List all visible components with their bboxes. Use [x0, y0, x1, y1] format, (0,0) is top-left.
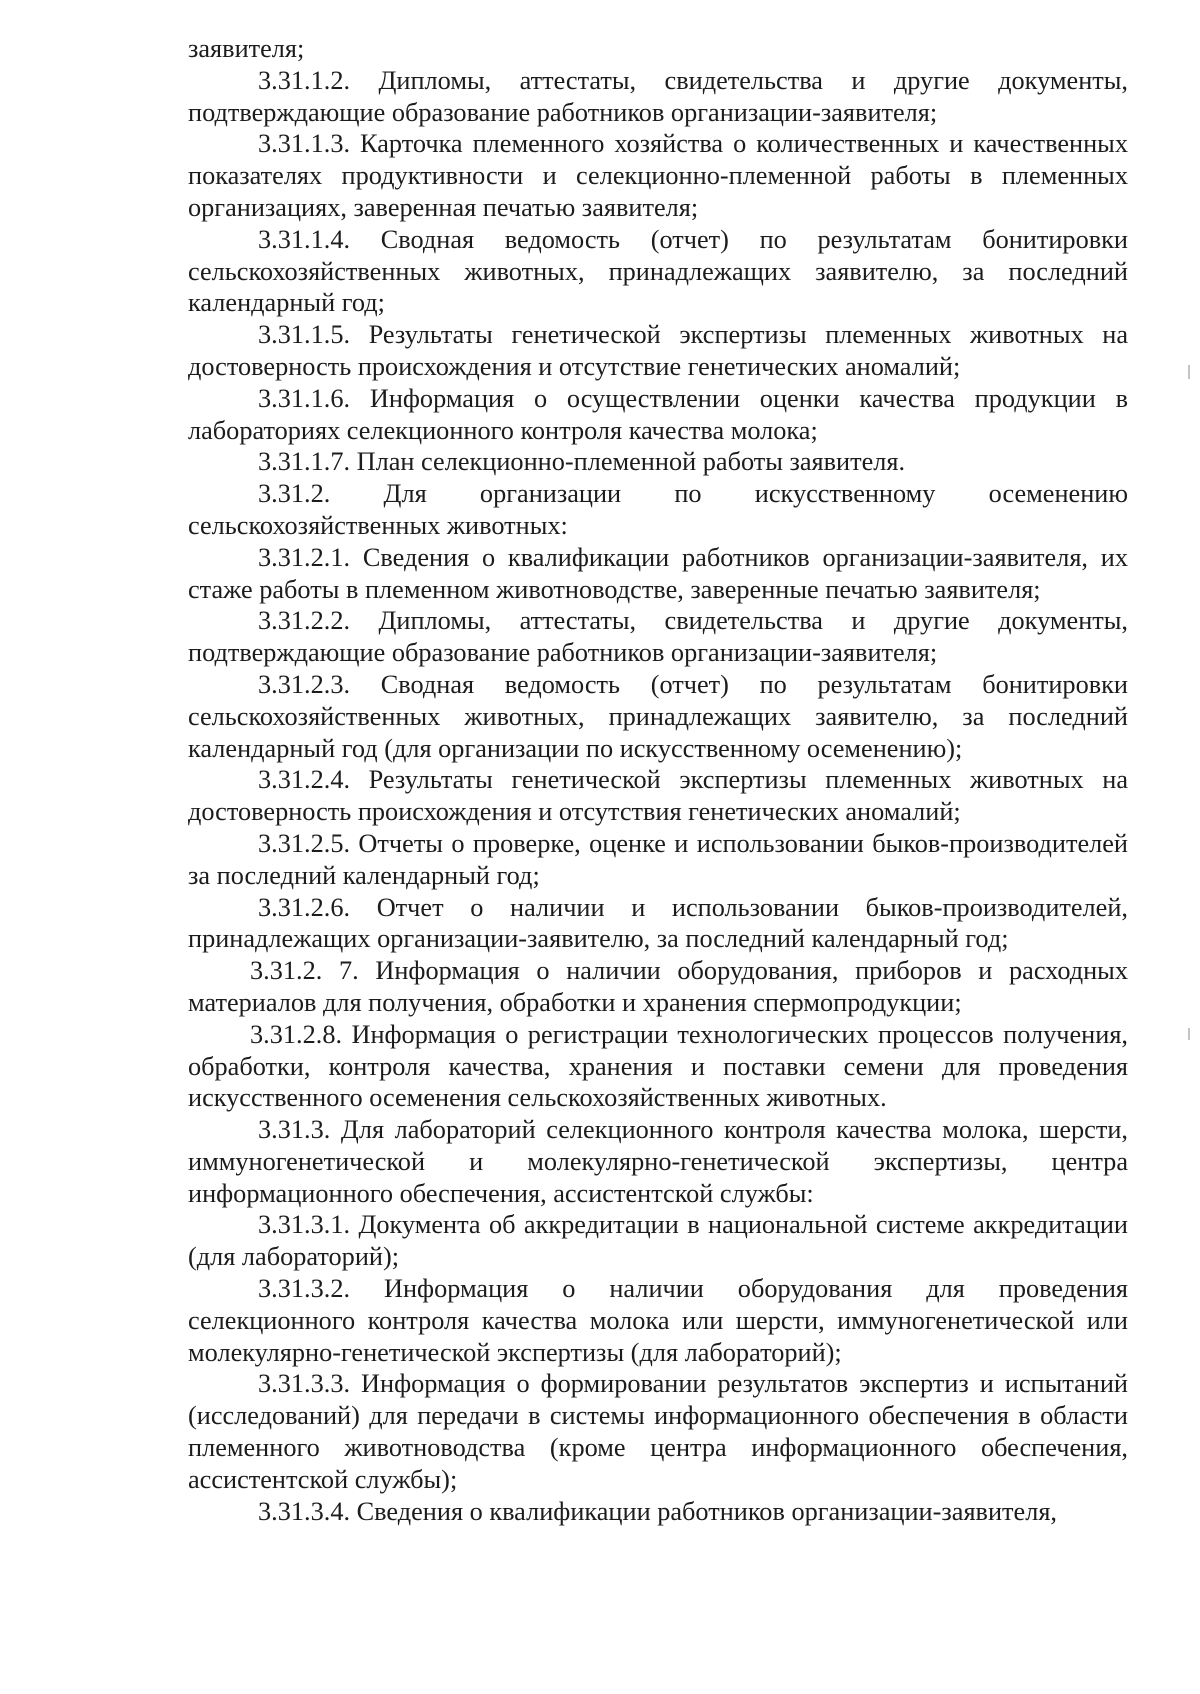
- paragraph-3-31-2-8: 3.31.2.8. Информация о регистрации технологических процессов получения, обработки, контроля качества, хранения и поставки семени для проведения искусственного осеменения сельскохозяйственных животных.: [188, 1019, 1128, 1113]
- scan-edge-mark: [1188, 1028, 1190, 1040]
- paragraph-3-31-3-4: 3.31.3.4. Сведения о квалификации работников организации-заявителя,: [258, 1496, 1057, 1526]
- paragraph-3-31-2: 3.31.2. Для организации по искусственному осеменению сельскохозяйственных животных:: [188, 479, 1128, 540]
- paragraph-3-31-1-2: 3.31.1.2. Дипломы, аттестаты, свидетельства и другие документы, подтверждающие образование работников организации-заявителя;: [188, 65, 1128, 127]
- paragraph-3-31-1-7: 3.31.1.7. План селекционно-племенной работы заявителя.: [258, 447, 906, 477]
- paragraph-3-31-2-6: 3.31.2.6. Отчет о наличии и использовании быков-производителей, принадлежащих организации-заявителю, за последний календарный год;: [188, 892, 1128, 954]
- paragraph-3-31-2-7: 3.31.2. 7. Информация о наличии оборудования, приборов и расходных материалов для получения, обработки и хранения спермопродукции;: [188, 956, 1128, 1017]
- paragraph-3-31-1-5: 3.31.1.5. Результаты генетической экспертизы племенных животных на достоверность происхождения и отсутствие генетических аномалий;: [188, 320, 1128, 381]
- paragraph-3-31-3-3: 3.31.3.3. Информация о формировании результатов экспертиз и испытаний (исследований) для передачи в системы информационного обеспечения в области племенного животноводства (кроме центра информационного обеспечения, ассистентской службы);: [188, 1369, 1128, 1494]
- document-body: [188, 33, 1128, 1527]
- paragraph-3-31-3-1: 3.31.3.1. Документа об аккредитации в национальной системе аккредитации (для лабораторий);: [188, 1210, 1128, 1272]
- paragraph-3-31-1-6: 3.31.1.6. Информация о осуществлении оценки качества продукции в лабораториях селекционного контроля качества молока;: [188, 383, 1128, 445]
- paragraph-3-31-2-1: 3.31.2.1. Сведения о квалификации работников организации-заявителя, их стаже работы в племенном животноводстве, заверенные печатью заявителя;: [188, 542, 1128, 604]
- paragraph-3-31-2-2: 3.31.2.2. Дипломы, аттестаты, свидетельства и другие документы, подтверждающие образование работников организации-заявителя;: [188, 606, 1128, 668]
- paragraph-3-31-2-3: 3.31.2.3. Сводная ведомость (отчет) по результатам бонитировки сельскохозяйственных животных, принадлежащих заявителю, за последний календарный год (для организации по искусственному осеменению);: [188, 669, 1128, 763]
- scan-edge-mark: [1188, 365, 1190, 379]
- paragraph-3-31-2-5: 3.31.2.5. Отчеты о проверке, оценке и использовании быков-производителей за последний календарный год;: [188, 828, 1128, 890]
- paragraph-3-31-3: 3.31.3. Для лабораторий селекционного контроля качества молока, шерсти, иммуногенетической и молекулярно-генетической экспертизы, центра информационного обеспечения, ассистентской службы:: [188, 1115, 1128, 1208]
- paragraph-3-31-3-2: 3.31.3.2. Информация о наличии оборудования для проведения селекционного контроля качества молока или шерсти, иммуногенетической или молекулярно-генетической экспертизы (для лабораторий);: [188, 1274, 1128, 1367]
- paragraph-3-31-1-3: 3.31.1.3. Карточка племенного хозяйства о количественных и качественных показателях продуктивности и селекционно-племенной работы в племенных организациях, заверенная печатью заявителя;: [188, 129, 1128, 222]
- paragraph-3-31-2-4: 3.31.2.4. Результаты генетической экспертизы племенных животных на достоверность происхождения и отсутствия генетических аномалий;: [188, 765, 1128, 827]
- paragraph-continuation: заявителя;: [188, 34, 305, 63]
- paragraph-3-31-1-4: 3.31.1.4. Сводная ведомость (отчет) по результатам бонитировки сельскохозяйственных животных, принадлежащих заявителю, за последний календарный год;: [188, 224, 1128, 318]
